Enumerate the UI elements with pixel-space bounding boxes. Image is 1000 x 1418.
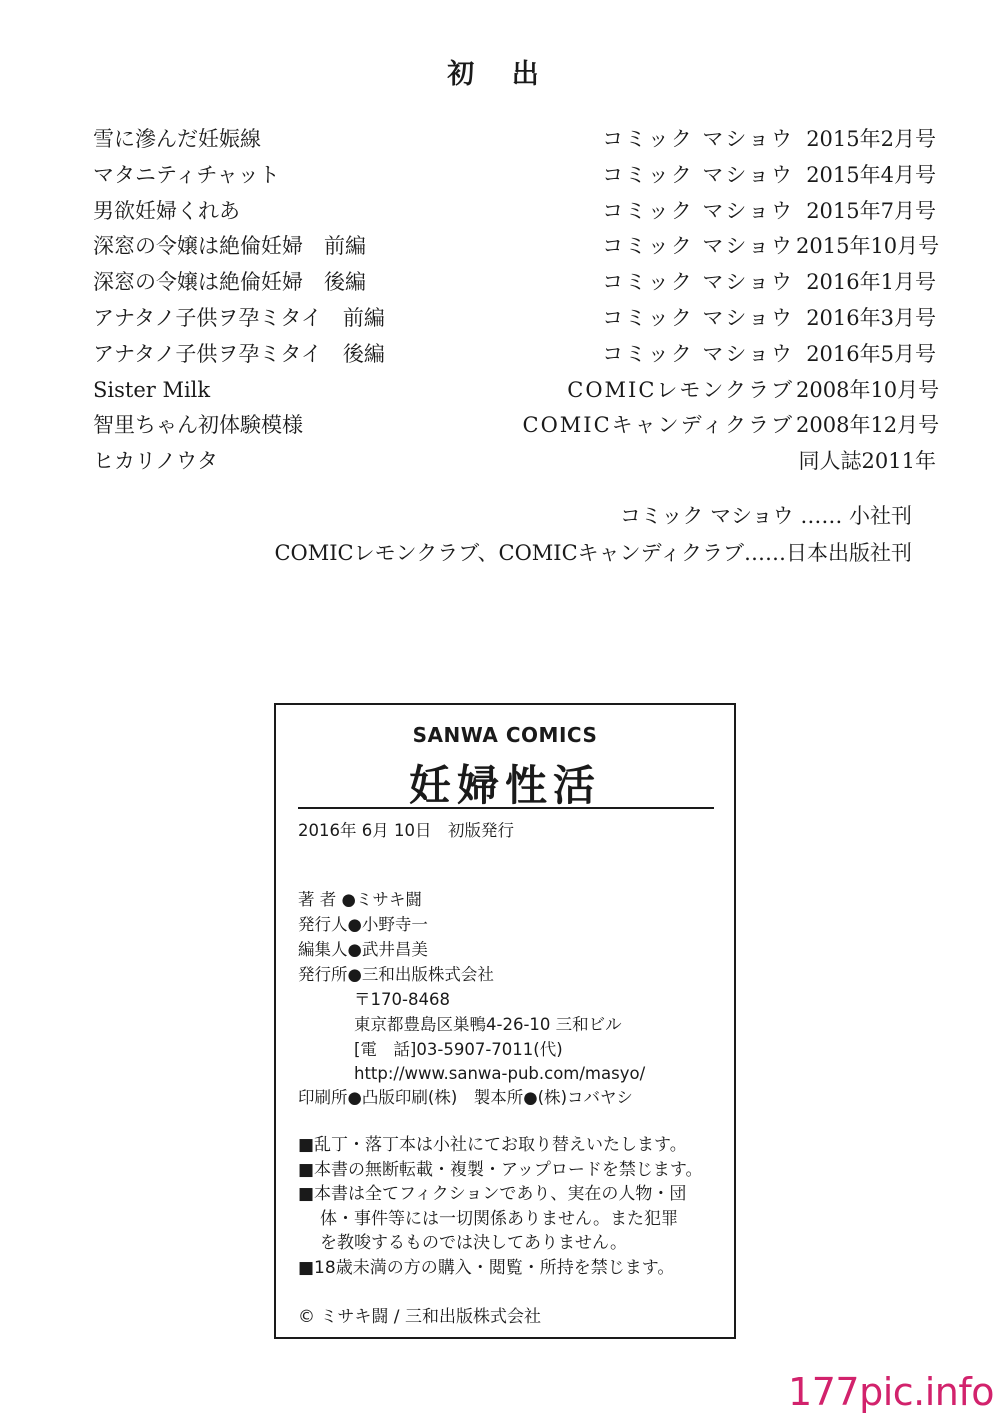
- edition-date: 2016年 6月 10日 初版発行: [298, 821, 514, 840]
- colophon-box: [274, 703, 736, 1339]
- magazine-name: コミック マショウ: [602, 234, 794, 259]
- editor-line: 編集人●武井昌美: [298, 940, 428, 959]
- story-title: 深窓の令嬢は絶倫妊婦 後編: [93, 270, 366, 295]
- issue-date: 2015年2月号: [806, 127, 936, 151]
- magazine-name: COMICレモンクラブ: [567, 377, 794, 402]
- magazine-name: コミック マショウ: [602, 127, 794, 151]
- postal-code: 〒170-8468: [354, 990, 450, 1009]
- story-title: 深窓の令嬢は絶倫妊婦 前編: [93, 234, 366, 259]
- printing-line: 印刷所●凸版印刷(株) 製本所●(株)コバヤシ: [298, 1088, 633, 1107]
- appearance-row: [93, 444, 936, 480]
- address: 東京都豊島区巣鴨4-26-10 三和ビル: [354, 1015, 622, 1034]
- legal-note: ■18歳未満の方の購入・閲覧・所持を禁じます。: [298, 1257, 675, 1278]
- legal-note: ■本書は全てフィクションであり、実在の人物・団: [298, 1184, 687, 1204]
- appearance-row: [93, 194, 936, 230]
- magazine-name: コミック マショウ: [602, 162, 794, 187]
- publishing-house-line: 発行所●三和出版株式会社: [298, 965, 494, 984]
- story-title: 雪に滲んだ妊娠線: [93, 127, 261, 151]
- title-rule: [298, 807, 714, 809]
- website-url: http://www.sanwa-pub.com/masyo/: [354, 1064, 646, 1083]
- watermark: 177pic.info: [788, 1370, 994, 1414]
- story-title: 男欲妊婦くれあ: [93, 198, 240, 223]
- legal-note-continuation: を教唆するものでは決してありません。: [320, 1233, 628, 1253]
- publisher-notes: [274, 498, 912, 572]
- magazine-name: コミック マショウ: [602, 198, 794, 223]
- issue-date: 2016年3月号: [806, 305, 936, 330]
- series-name: SANWA COMICS: [412, 723, 598, 747]
- magazine-name: COMICキャンディクラブ: [522, 413, 794, 438]
- appearance-row: [93, 122, 936, 158]
- first-appearance-list: [93, 122, 940, 480]
- appearance-row: [93, 229, 940, 265]
- appearance-row: [93, 373, 940, 409]
- author-line: 著 者 ●ミサキ闘: [298, 890, 422, 909]
- legal-note: ■乱丁・落丁本は小社にてお取り替えいたします。: [298, 1135, 687, 1155]
- publisher-person-line: 発行人●小野寺一: [298, 915, 428, 934]
- magazine-name: コミック マショウ: [602, 305, 794, 330]
- book-title: 妊婦性活: [408, 761, 601, 810]
- issue-date: 2016年5月号: [806, 341, 936, 366]
- magazine-name: コミック マショウ: [602, 270, 794, 295]
- legal-note: ■本書の無断転載・複製・アップロードを禁じます。: [298, 1159, 703, 1180]
- issue-date: 2008年12月号: [796, 413, 940, 438]
- legal-notes: [298, 1133, 703, 1280]
- appearance-row: [93, 265, 936, 301]
- appearance-row: [93, 408, 940, 444]
- issue-date: 2015年4月号: [806, 162, 936, 187]
- page-heading: 初 出: [447, 59, 553, 90]
- story-title: マタニティチャット: [93, 162, 280, 187]
- phone: [電 話]03-5907-7011(代): [354, 1040, 563, 1059]
- story-title: ヒカリノウタ: [93, 449, 218, 474]
- issue-date: 同人誌2011年: [798, 449, 936, 474]
- legal-note-continuation: 体・事件等には一切関係ありません。また犯罪: [320, 1208, 679, 1229]
- issue-date: 2016年1月号: [806, 270, 936, 295]
- appearance-row: [93, 158, 936, 194]
- appearance-row: [93, 301, 936, 337]
- story-title: 智里ちゃん初体験模様: [93, 413, 303, 438]
- issue-date: 2015年7月号: [806, 198, 936, 223]
- publisher-note: コミック マショウ …… 小社刊: [619, 504, 912, 528]
- appearance-row: [93, 337, 936, 373]
- issue-date: 2015年10月号: [796, 234, 940, 259]
- story-title: Sister Milk: [93, 377, 211, 402]
- magazine-name: コミック マショウ: [602, 341, 794, 366]
- publisher-note: COMICレモンクラブ、COMICキャンディクラブ……日本出版社刊: [274, 541, 912, 565]
- issue-date: 2008年10月号: [796, 377, 940, 402]
- story-title: アナタノ子供ヲ孕ミタイ 前編: [93, 305, 385, 330]
- story-title: アナタノ子供ヲ孕ミタイ 後編: [93, 341, 385, 366]
- copyright: © ミサキ闘 / 三和出版株式会社: [298, 1307, 541, 1327]
